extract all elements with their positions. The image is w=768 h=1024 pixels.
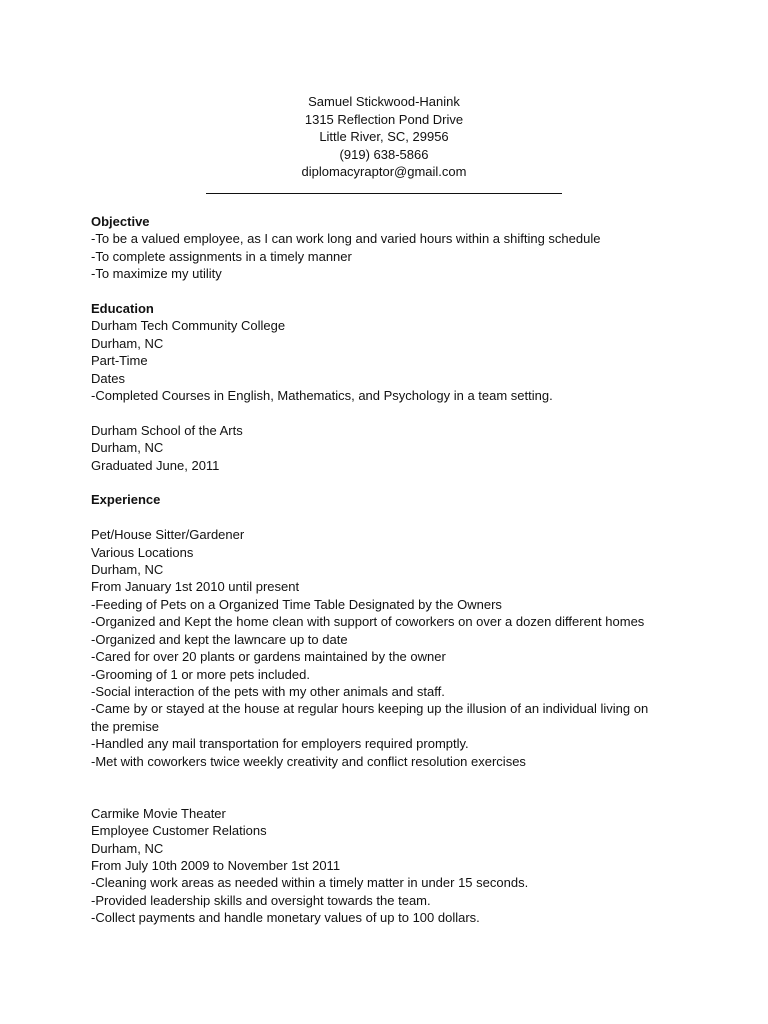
school-status: Graduated June, 2011 <box>91 457 220 473</box>
applicant-name: Samuel Stickwood-Hanink <box>308 94 460 109</box>
school-location: Durham, NC <box>91 335 164 351</box>
objective-item: -To maximize my utility <box>91 266 222 282</box>
objective-item: -To be a valued employee, as I can work long and varied hours within a shifting schedule <box>91 231 601 247</box>
job-location: Durham, NC <box>91 562 164 578</box>
email-address: diplomacyraptor@gmail.com <box>301 164 467 179</box>
phone-number: (919) 638-5866 <box>339 146 429 162</box>
school-dates: Dates <box>91 370 125 386</box>
school-name: Durham Tech Community College <box>91 318 286 334</box>
school-status: Part-Time <box>91 353 148 369</box>
job-title: Carmike Movie Theater <box>91 805 226 821</box>
job-duty: -Cared for over 20 plants or gardens maintained by the owner <box>91 649 446 665</box>
job-duty: -Organized and Kept the home clean with support of coworkers on over a dozen different homes <box>91 614 645 630</box>
objective-heading: Objective <box>91 214 150 229</box>
job-location: Durham, NC <box>91 840 164 856</box>
contact-header <box>0 93 768 198</box>
school-note: -Completed Courses in English, Mathematics, and Psychology in a team setting. <box>91 388 553 404</box>
school-name: Durham School of the Arts <box>91 422 243 438</box>
job-duty: -Cleaning work areas as needed within a timely matter in under 15 seconds. <box>91 875 529 891</box>
school-location: Durham, NC <box>91 440 164 456</box>
job-duty: -Met with coworkers twice weekly creativity and conflict resolution exercises <box>91 753 526 769</box>
experience-heading: Experience <box>91 492 161 508</box>
street-address: 1315 Reflection Pond Drive <box>304 111 464 127</box>
objective-item: -To complete assignments in a timely manner <box>91 248 352 264</box>
job-duty: -Feeding of Pets on a Organized Time Table Designated by the Owners <box>91 596 502 612</box>
job-duty: -Organized and kept the lawncare up to date <box>91 631 348 647</box>
resume-body <box>91 213 691 927</box>
job-duty: -Collect payments and handle monetary values of up to 100 dollars. <box>91 910 480 926</box>
job-duty: -Social interaction of the pets with my other animals and staff. <box>91 683 445 699</box>
job-duty: -Came by or stayed at the house at regular hours keeping up the illusion of an individual living on the premise <box>91 701 649 734</box>
job-duty: -Provided leadership skills and oversight towards the team. <box>91 892 431 908</box>
job-place: Employee Customer Relations <box>91 823 267 839</box>
education-heading: Education <box>91 301 154 317</box>
job-dates: From July 10th 2009 to November 1st 2011 <box>91 857 341 873</box>
city-state-zip: Little River, SC, 29956 <box>319 129 449 144</box>
header-divider <box>206 183 562 194</box>
job-duty: -Handled any mail transportation for employers required promptly. <box>91 736 469 752</box>
job-dates: From January 1st 2010 until present <box>91 579 300 595</box>
job-duty: -Grooming of 1 or more pets included. <box>91 666 310 682</box>
job-title: Pet/House Sitter/Gardener <box>91 527 245 543</box>
job-place: Various Locations <box>91 544 194 560</box>
